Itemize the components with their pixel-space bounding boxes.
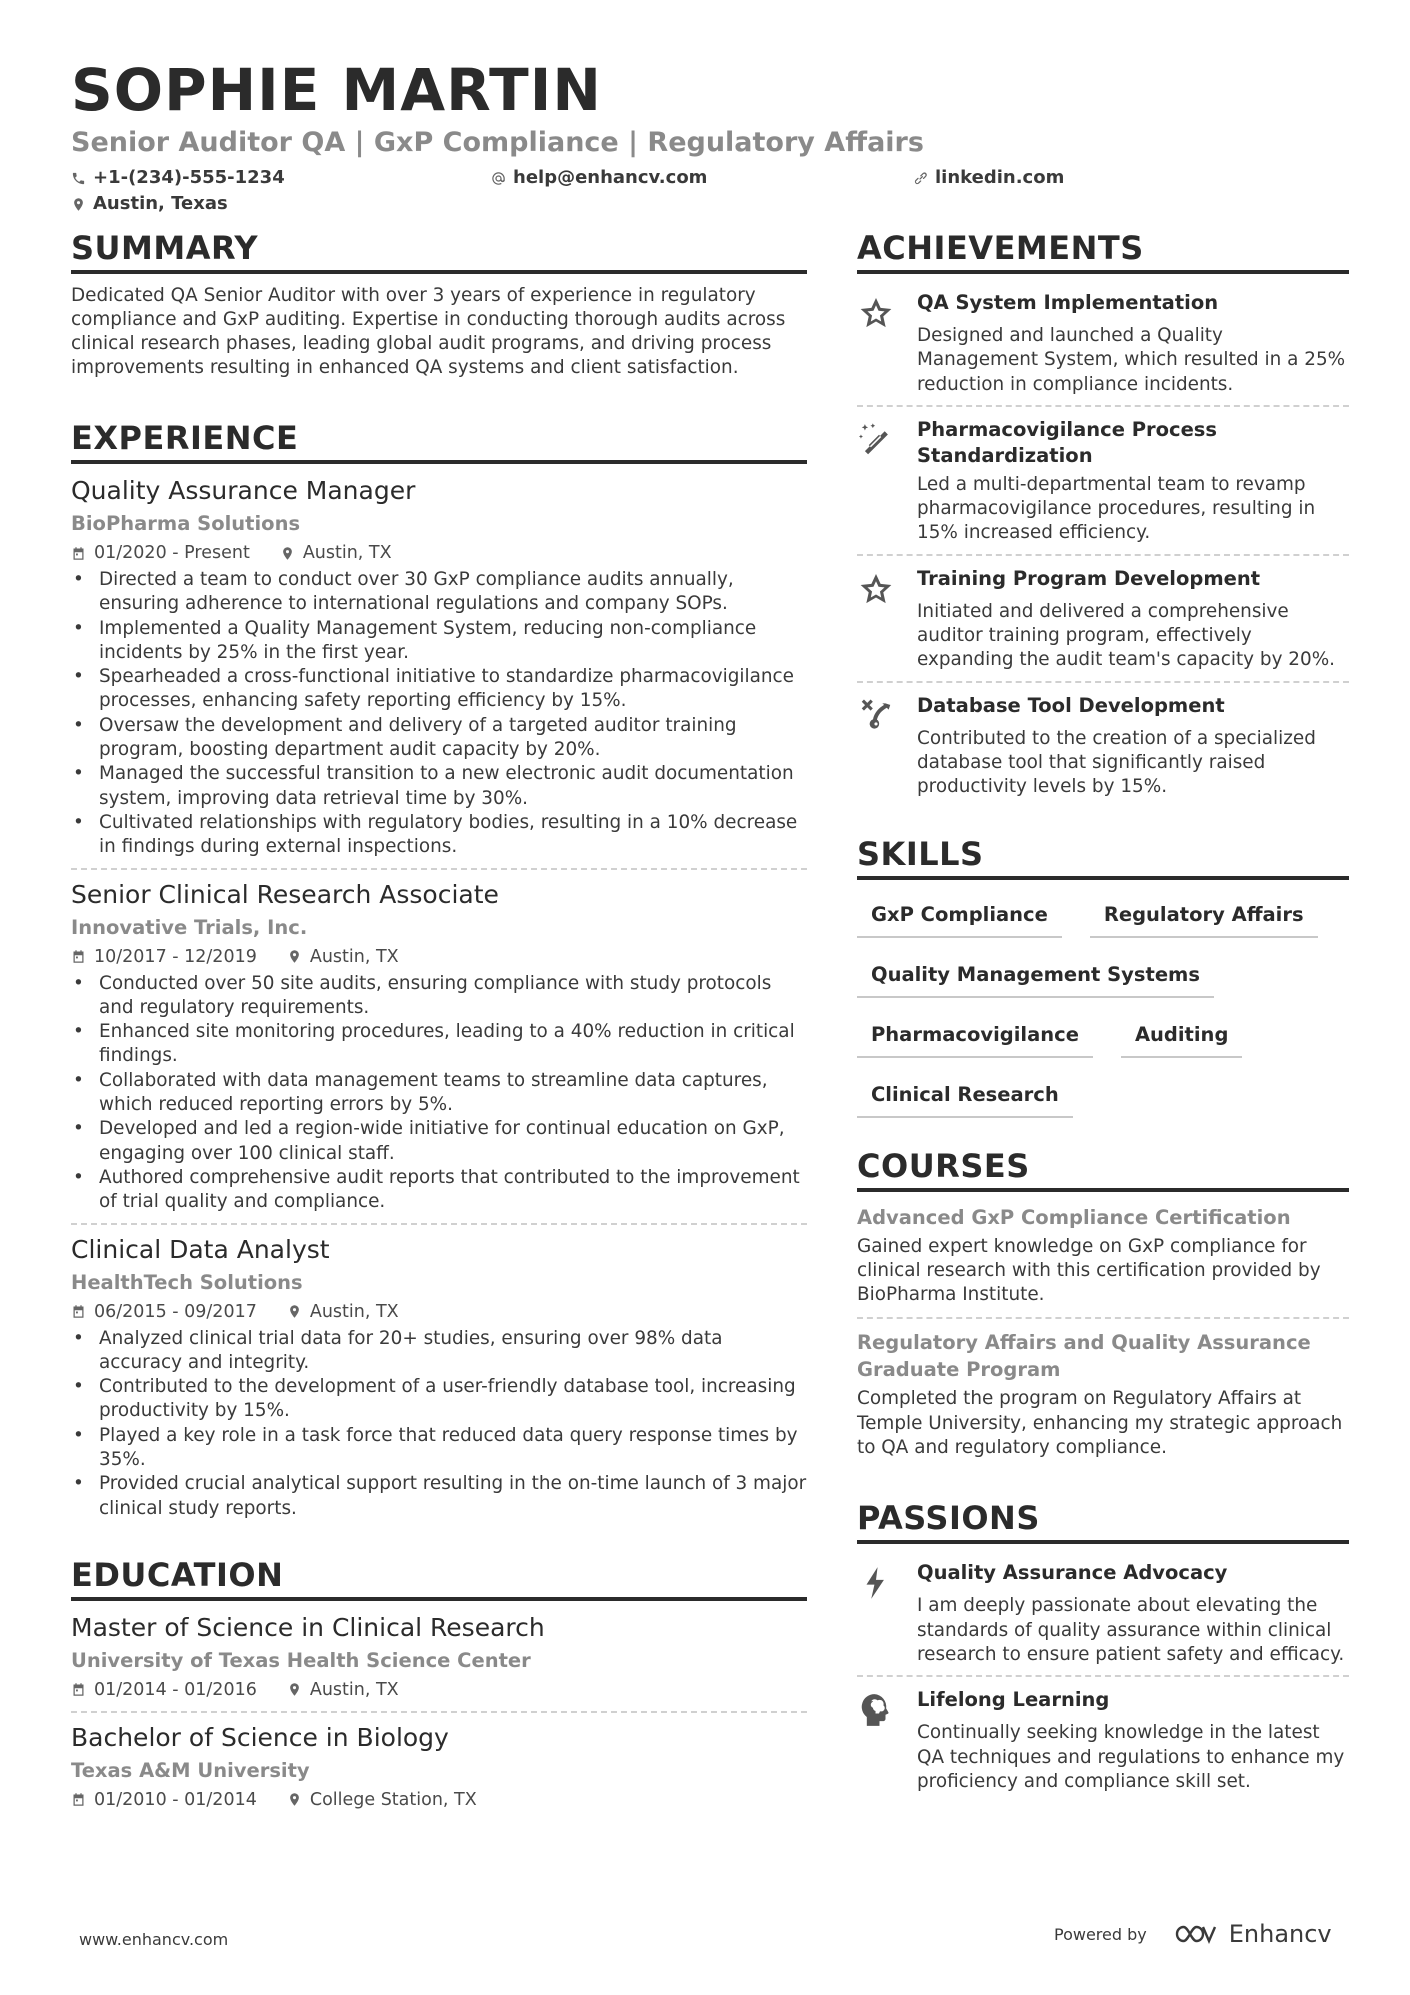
- candidate-name: SOPHIE MARTIN: [71, 56, 602, 124]
- passions-heading: PASSIONS: [857, 1498, 1349, 1544]
- star-icon: [857, 294, 895, 332]
- experience-entry: [71, 474, 807, 868]
- achievement-item: [857, 681, 1349, 808]
- job-bullet: • Authored comprehensive audit reports that contributed to the improvement of trial quality and compliance.: [71, 1166, 807, 1215]
- company-name: BioPharma Solutions: [71, 512, 301, 535]
- job-dates: [71, 1299, 257, 1325]
- job-location: [287, 944, 399, 970]
- job-bullet: • Implemented a Quality Management System, reducing non-compliance incidents by 25% in the first year.: [71, 617, 807, 666]
- location-pin-icon: [287, 1304, 302, 1319]
- job-meta: [71, 944, 807, 970]
- passion-title: Quality Assurance Advocacy: [917, 1561, 1228, 1585]
- course-desc: Completed the program on Regulatory Affairs at Temple University, enhancing my strategic approach to QA and regulatory compliance.: [857, 1388, 1343, 1459]
- degree-title: Master of Science in Clinical Research: [71, 1612, 545, 1642]
- lightning-icon: [857, 1564, 895, 1602]
- achievement-item: [857, 284, 1349, 405]
- skills-section: [857, 834, 1349, 1118]
- job-meta: [71, 1299, 807, 1325]
- course-item: [857, 1202, 1349, 1318]
- job-bullets: [71, 1327, 807, 1521]
- job-bullets: [71, 568, 807, 860]
- education-section: [71, 1555, 807, 1821]
- calendar-icon: [71, 1792, 86, 1807]
- footer-website[interactable]: www.enhancv.com: [79, 1930, 229, 1949]
- skill-tag: GxP Compliance: [857, 894, 1062, 938]
- job-title: Clinical Data Analyst: [71, 1234, 330, 1264]
- achievement-title: QA System Implementation: [917, 291, 1219, 314]
- linkedin-text: linkedin.com: [935, 167, 1065, 188]
- job-location-text: Austin, TX: [309, 946, 399, 967]
- education-location-text: Austin, TX: [309, 1679, 399, 1700]
- footer-branding: [1054, 1920, 1332, 1948]
- job-bullet: • Spearheaded a cross-functional initiative to standardize pharmacovigilance processes, enhancing safety reporting efficiency by 15%.: [71, 665, 807, 714]
- at-sign-icon: [491, 171, 506, 186]
- passion-desc: I am deeply passionate about elevating the standards of quality assurance within clinical research to ensure patient safety and efficacy.: [917, 1595, 1345, 1665]
- job-bullet: • Contributed to the development of a user-friendly database tool, increasing productivity by 15%.: [71, 1375, 807, 1424]
- contact-linkedin[interactable]: [913, 166, 1064, 190]
- resume-header: [71, 56, 1351, 222]
- company-name: Innovative Trials, Inc.: [71, 915, 308, 939]
- job-bullet: • Directed a team to conduct over 30 GxP compliance audits annually, ensuring adherence to international regulations and company SOPs.: [71, 568, 807, 617]
- brand-name: Enhancv: [1228, 1920, 1332, 1948]
- job-dates: [71, 944, 257, 970]
- degree-title: Bachelor of Science in Biology: [71, 1722, 449, 1752]
- location-pin-icon: [287, 1682, 302, 1697]
- achievement-title: Database Tool Development: [917, 693, 1225, 717]
- job-bullet: • Played a key role in a task force that reduced data query response times by 35%.: [71, 1424, 807, 1473]
- education-dates-text: 01/2010 - 01/2014: [94, 1789, 257, 1810]
- achievements-section: [857, 228, 1349, 808]
- achievement-desc: Designed and launched a Quality Management System, which resulted in a 25% reduction in compliance incidents.: [917, 325, 1346, 395]
- experience-heading: EXPERIENCE: [71, 418, 807, 464]
- passions-section: [857, 1498, 1349, 1802]
- experience-entry: [71, 1223, 807, 1529]
- skill-tag: Clinical Research: [857, 1074, 1073, 1118]
- job-location: [287, 1299, 399, 1325]
- location-pin-icon: [287, 1792, 302, 1807]
- calendar-icon: [71, 949, 86, 964]
- course-title: Advanced GxP Compliance Certification: [857, 1205, 1291, 1229]
- education-entry: [71, 1711, 807, 1821]
- job-location-text: Austin, TX: [309, 1301, 399, 1322]
- enhancv-logo-icon: [1173, 1921, 1219, 1947]
- course-desc: Gained expert knowledge on GxP compliance for clinical research with this certification provided by BioPharma Institute.: [857, 1235, 1321, 1306]
- job-bullets: [71, 972, 807, 1215]
- job-bullet: • Managed the successful transition to a new electronic audit documentation system, improving data retrieval time by 30%.: [71, 762, 807, 811]
- achievement-title: Pharmacovigilance Process Standardization: [917, 417, 1218, 467]
- powered-by-text: Powered by: [1054, 1924, 1147, 1944]
- education-meta: [71, 1787, 807, 1813]
- experience-section: [71, 418, 807, 1529]
- job-bullet: • Analyzed clinical trial data for 20+ studies, ensuring over 98% data accuracy and integrity.: [71, 1327, 807, 1376]
- summary-section: [71, 228, 807, 380]
- left-column: [71, 228, 807, 1821]
- courses-section: [857, 1146, 1349, 1471]
- course-title: Regulatory Affairs and Quality Assurance Graduate Program: [857, 1331, 1311, 1382]
- candidate-headline: Senior Auditor QA | GxP Compliance | Regulatory Affairs: [71, 127, 924, 158]
- brain-head-icon: [857, 1691, 895, 1729]
- education-location: [287, 1677, 399, 1703]
- achievement-item: [857, 405, 1349, 554]
- job-bullet: • Oversaw the development and delivery of a targeted auditor training program, boosting department audit capacity by 20%.: [71, 714, 807, 763]
- calendar-icon: [71, 1304, 86, 1319]
- courses-heading: COURSES: [857, 1146, 1349, 1192]
- location-pin-icon: [280, 546, 295, 561]
- contact-location: [71, 192, 228, 216]
- email-text: help@enhancv.com: [513, 167, 708, 188]
- right-column: [857, 228, 1349, 1802]
- education-entry: [71, 1611, 807, 1711]
- skill-tag: Auditing: [1121, 1014, 1242, 1058]
- location-pin-icon: [71, 197, 86, 212]
- company-name: HealthTech Solutions: [71, 1270, 303, 1294]
- passion-desc: Continually seeking knowledge in the latest QA techniques and regulations to enhance my proficiency and compliance skill set.: [917, 1722, 1345, 1792]
- achievement-item: [857, 554, 1349, 681]
- magic-wand-icon: [857, 421, 895, 459]
- job-title: Senior Clinical Research Associate: [71, 879, 499, 909]
- skill-tag: Quality Management Systems: [857, 954, 1214, 998]
- passion-title: Lifelong Learning: [917, 1688, 1110, 1712]
- job-dates-text: 10/2017 - 12/2019: [94, 946, 257, 967]
- contact-info: [71, 166, 1351, 222]
- star-icon: [857, 570, 895, 608]
- education-meta: [71, 1677, 807, 1703]
- school-name: University of Texas Health Science Center: [71, 1648, 531, 1672]
- link-icon: [913, 171, 928, 186]
- calendar-icon: [71, 1682, 86, 1697]
- location-text: Austin, Texas: [93, 193, 228, 214]
- achievements-heading: ACHIEVEMENTS: [857, 228, 1349, 274]
- phone-text: +1-(234)-555-1234: [93, 167, 285, 188]
- calendar-icon: [71, 546, 86, 561]
- achievement-desc: Initiated and delivered a comprehensive auditor training program, effectively expanding the audit team's capacity by 20%.: [917, 600, 1336, 671]
- strategy-icon: [857, 697, 895, 735]
- job-title: Quality Assurance Manager: [71, 476, 416, 505]
- contact-email[interactable]: [491, 166, 707, 190]
- job-bullet: • Developed and led a region-wide initiative for continual education on GxP, engaging over 100 clinical staff.: [71, 1117, 807, 1166]
- education-dates: [71, 1677, 257, 1703]
- experience-entry: [71, 868, 807, 1223]
- summary-heading: SUMMARY: [71, 228, 807, 274]
- education-dates: [71, 1787, 257, 1813]
- job-bullet: • Conducted over 50 site audits, ensuring compliance with study protocols and regulatory requirements.: [71, 972, 807, 1021]
- job-bullet: • Enhanced site monitoring procedures, leading to a 40% reduction in critical findings.: [71, 1020, 807, 1069]
- phone-icon: [71, 171, 86, 186]
- brand-logo[interactable]: [1173, 1920, 1332, 1948]
- job-location: [280, 540, 392, 566]
- location-pin-icon: [287, 949, 302, 964]
- summary-text: Dedicated QA Senior Auditor with over 3 years of experience in regulatory compliance and GxP auditing. Expertise in conducting thorough audits across clinical research phases, leading global audit programs, and driving process improvements resulting in enhanced QA systems and client satisfaction.: [71, 285, 786, 378]
- school-name: Texas A&M University: [71, 1758, 310, 1782]
- achievement-desc: Contributed to the creation of a specialized database tool that significantly raised productivity levels by 15%.: [917, 727, 1316, 798]
- skills-list: [857, 890, 1349, 1118]
- passion-item: [857, 1675, 1349, 1802]
- education-location-text: College Station, TX: [309, 1789, 477, 1810]
- job-dates-text: 01/2020 - Present: [94, 543, 250, 563]
- education-heading: EDUCATION: [71, 1555, 807, 1601]
- passion-item: [857, 1554, 1349, 1675]
- achievement-desc: Led a multi-departmental team to revamp pharmacovigilance procedures, resulting in 15% increased efficiency.: [917, 473, 1316, 544]
- education-location: [287, 1787, 477, 1813]
- skill-tag: Regulatory Affairs: [1090, 894, 1318, 938]
- contact-phone: [71, 166, 285, 190]
- skills-heading: SKILLS: [857, 834, 1349, 880]
- job-location-text: Austin, TX: [302, 543, 392, 563]
- job-dates-text: 06/2015 - 09/2017: [94, 1301, 257, 1322]
- job-dates: [71, 540, 250, 566]
- job-bullet: • Cultivated relationships with regulatory bodies, resulting in a 10% decrease in findings during external inspections.: [71, 811, 807, 860]
- job-meta: [71, 540, 807, 566]
- job-bullet: • Provided crucial analytical support resulting in the on-time launch of 3 major clinical study reports.: [71, 1472, 807, 1521]
- skill-tag: Pharmacovigilance: [857, 1014, 1093, 1058]
- job-bullet: • Collaborated with data management teams to streamline data captures, which reduced reporting errors by 5%.: [71, 1069, 807, 1118]
- course-item: [857, 1317, 1349, 1470]
- achievement-title: Training Program Development: [917, 566, 1261, 590]
- education-dates-text: 01/2014 - 01/2016: [94, 1679, 257, 1700]
